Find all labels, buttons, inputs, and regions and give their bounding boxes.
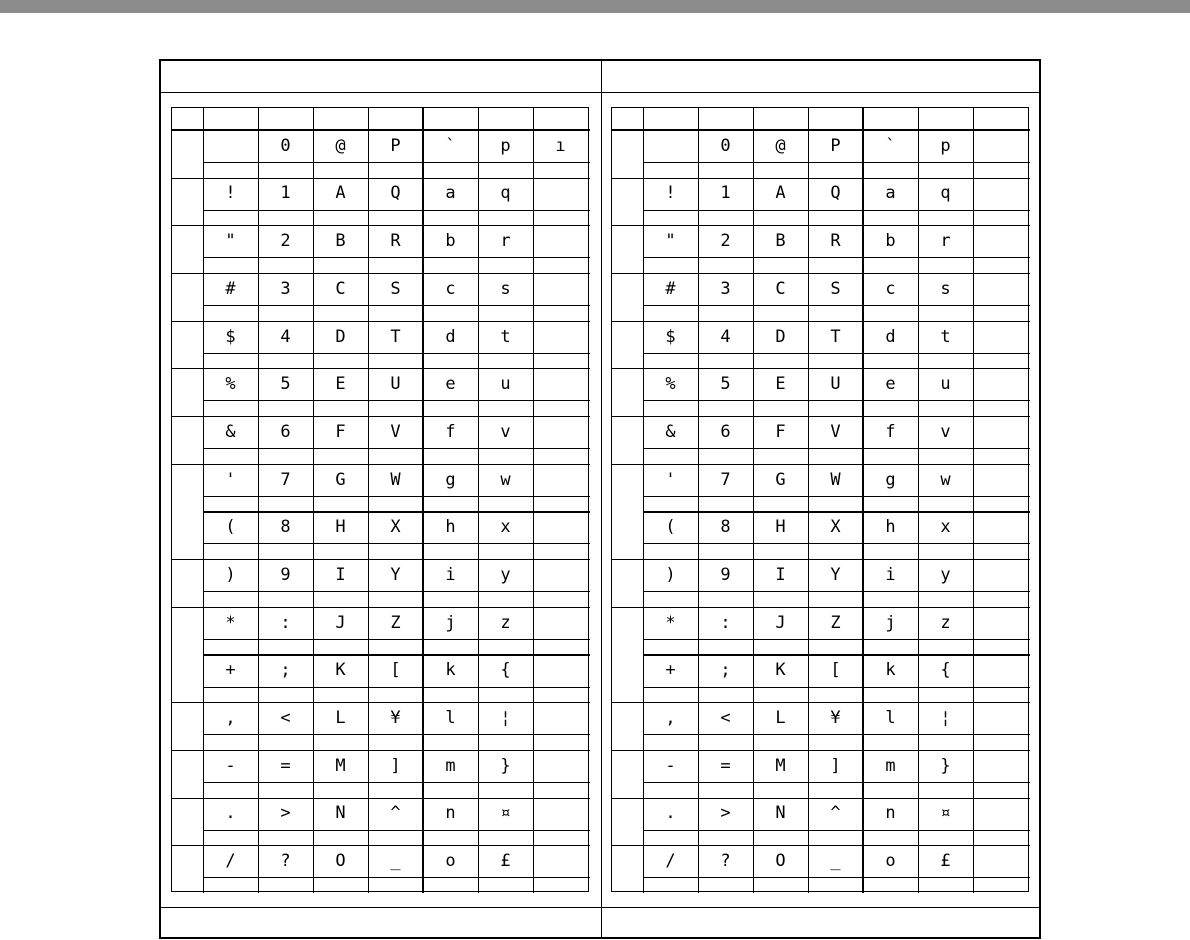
char-cell: 2	[280, 231, 291, 252]
char-cell: v	[500, 421, 511, 442]
char-cell: /	[225, 851, 236, 872]
char-cell: %	[225, 374, 236, 395]
subrow-line	[643, 400, 1030, 401]
char-cell: U	[390, 374, 401, 395]
subrow-line	[203, 543, 590, 544]
char-cell: W	[390, 469, 401, 490]
char-cell: A	[775, 183, 786, 204]
char-cell: )	[665, 564, 676, 585]
char-cell: q	[940, 183, 951, 204]
char-cell: 5	[720, 374, 731, 395]
char-cell: a	[885, 183, 896, 204]
char-cell: Y	[830, 564, 841, 585]
char-cell	[973, 226, 1028, 256]
char-cell	[973, 846, 1028, 876]
char-cell: 9	[720, 564, 731, 585]
char-cell: ¥	[830, 708, 841, 729]
subrow-line	[643, 782, 1030, 783]
subrow-line	[203, 210, 590, 211]
char-cell: 5	[280, 374, 291, 395]
char-cell: r	[940, 231, 951, 252]
char-cell: '	[665, 469, 676, 490]
char-cell: =	[280, 755, 291, 776]
char-cell: $	[225, 326, 236, 347]
char-cell: m	[445, 755, 456, 776]
char-cell: z	[940, 612, 951, 633]
char-cell: 6	[280, 421, 291, 442]
char-cell: .	[665, 803, 676, 824]
frame-vertical-divider	[601, 61, 602, 937]
char-cell: 8	[720, 517, 731, 538]
char-cell: X	[830, 517, 841, 538]
char-cell: z	[500, 612, 511, 633]
char-cell	[533, 465, 588, 495]
char-cell: [	[390, 660, 401, 681]
char-cell: n	[445, 803, 456, 824]
char-cell: f	[885, 421, 896, 442]
char-cell: £	[500, 851, 511, 872]
char-cell: ^	[830, 803, 841, 824]
char-cell: ^	[390, 803, 401, 824]
subrow-line	[203, 877, 590, 878]
char-cell: {	[940, 660, 951, 681]
subrow-line	[643, 305, 1030, 306]
char-cell	[533, 513, 588, 543]
subrow-line	[643, 257, 1030, 258]
char-cell: t	[500, 326, 511, 347]
char-cell: h	[885, 517, 896, 538]
char-cell	[973, 656, 1028, 686]
char-cell	[973, 560, 1028, 590]
char-cell: F	[335, 421, 346, 442]
char-cell: }	[940, 755, 951, 776]
char-cell: 6	[720, 421, 731, 442]
char-cell: f	[445, 421, 456, 442]
char-cell: n	[885, 803, 896, 824]
char-cell: L	[335, 708, 346, 729]
char-cell: i	[445, 564, 456, 585]
char-cell: K	[335, 660, 346, 681]
char-cell: !	[225, 183, 236, 204]
char-cell: >	[720, 803, 731, 824]
char-cell: d	[445, 326, 456, 347]
char-cell: G	[335, 469, 346, 490]
subrow-line	[643, 591, 1030, 592]
char-cell: t	[940, 326, 951, 347]
char-cell: =	[720, 755, 731, 776]
char-cell: 3	[720, 278, 731, 299]
char-cell: (	[225, 517, 236, 538]
char-cell: j	[885, 612, 896, 633]
subrow-line	[643, 162, 1030, 163]
char-cell: &	[225, 421, 236, 442]
char-cell: l	[445, 708, 456, 729]
char-cell: V	[390, 421, 401, 442]
subrow-line	[203, 639, 590, 640]
char-cell: Q	[830, 183, 841, 204]
char-cell: L	[775, 708, 786, 729]
char-cell: @	[335, 135, 346, 156]
char-cell	[533, 799, 588, 829]
char-cell: H	[335, 517, 346, 538]
subrow-line	[643, 639, 1030, 640]
char-cell: ]	[830, 755, 841, 776]
char-cell	[973, 799, 1028, 829]
char-cell: >	[280, 803, 291, 824]
char-cell: Y	[390, 564, 401, 585]
subrow-line	[643, 734, 1030, 735]
char-cell: T	[830, 326, 841, 347]
char-cell	[973, 274, 1028, 304]
char-cell: $	[665, 326, 676, 347]
char-cell	[973, 369, 1028, 399]
char-cell	[203, 131, 258, 161]
char-cell	[533, 179, 588, 209]
char-cell	[973, 465, 1028, 495]
char-cell: Z	[390, 612, 401, 633]
char-cell	[533, 274, 588, 304]
char-cell: x	[500, 517, 511, 538]
char-cell: r	[500, 231, 511, 252]
char-cell	[533, 703, 588, 733]
char-cell: @	[775, 135, 786, 156]
char-cell: +	[665, 660, 676, 681]
char-cell: y	[940, 564, 951, 585]
char-cell: s	[940, 278, 951, 299]
char-cell	[533, 656, 588, 686]
char-cell: '	[225, 469, 236, 490]
char-cell: ?	[720, 851, 731, 872]
char-cell: V	[830, 421, 841, 442]
char-cell: ¦	[940, 708, 951, 729]
char-cell: k	[445, 660, 456, 681]
char-cell: ;	[720, 660, 731, 681]
char-cell: _	[830, 851, 841, 872]
char-cell	[973, 417, 1028, 447]
char-cell: k	[885, 660, 896, 681]
char-cell: /	[665, 851, 676, 872]
char-cell: g	[885, 469, 896, 490]
char-cell	[973, 703, 1028, 733]
char-cell: )	[225, 564, 236, 585]
char-cell: `	[885, 135, 896, 156]
char-cell	[533, 322, 588, 352]
char-cell: ,	[225, 708, 236, 729]
char-cell	[533, 560, 588, 590]
char-cell: c	[445, 278, 456, 299]
char-cell: v	[940, 421, 951, 442]
subrow-line	[643, 830, 1030, 831]
char-cell: H	[775, 517, 786, 538]
char-cell: %	[665, 374, 676, 395]
char-cell: J	[335, 612, 346, 633]
char-cell: #	[665, 278, 676, 299]
char-cell	[973, 179, 1028, 209]
char-cell: _	[390, 851, 401, 872]
subrow-line	[203, 353, 590, 354]
char-cell	[533, 369, 588, 399]
subrow-line	[203, 687, 590, 688]
char-cell: 0	[720, 135, 731, 156]
char-cell: (	[665, 517, 676, 538]
char-cell: o	[885, 851, 896, 872]
char-cell: u	[500, 374, 511, 395]
char-cell: -	[225, 755, 236, 776]
subrow-line	[203, 734, 590, 735]
char-cell: !	[665, 183, 676, 204]
subrow-line	[203, 448, 590, 449]
char-cell: N	[775, 803, 786, 824]
char-cell: ;	[280, 660, 291, 681]
char-cell	[973, 513, 1028, 543]
char-cell: B	[775, 231, 786, 252]
char-cell: *	[665, 612, 676, 633]
subrow-line	[643, 687, 1030, 688]
subrow-line	[203, 162, 590, 163]
char-cell: &	[665, 421, 676, 442]
char-cell: o	[445, 851, 456, 872]
char-cell: S	[390, 278, 401, 299]
char-cell: :	[280, 612, 291, 633]
char-cell	[643, 131, 698, 161]
char-cell: ¤	[500, 803, 511, 824]
char-cell: J	[775, 612, 786, 633]
char-cell: F	[775, 421, 786, 442]
char-cell: N	[335, 803, 346, 824]
subrow-line	[643, 353, 1030, 354]
char-cell: W	[830, 469, 841, 490]
char-cell: I	[775, 564, 786, 585]
char-cell: <	[280, 708, 291, 729]
char-cell: E	[335, 374, 346, 395]
char-cell: 3	[280, 278, 291, 299]
char-cell: 4	[280, 326, 291, 347]
char-cell: S	[830, 278, 841, 299]
char-cell: M	[335, 755, 346, 776]
char-cell	[533, 846, 588, 876]
char-cell: w	[940, 469, 951, 490]
char-cell: h	[445, 517, 456, 538]
char-cell: P	[390, 135, 401, 156]
char-cell: X	[390, 517, 401, 538]
char-cell: E	[775, 374, 786, 395]
subrow-line	[643, 543, 1030, 544]
char-cell: 9	[280, 564, 291, 585]
char-cell	[533, 608, 588, 638]
char-cell: 7	[280, 469, 291, 490]
character-table-left	[171, 107, 589, 892]
char-cell: d	[885, 326, 896, 347]
char-cell: g	[445, 469, 456, 490]
char-cell: i	[885, 564, 896, 585]
char-cell: M	[775, 755, 786, 776]
char-cell: £	[940, 851, 951, 872]
char-cell: +	[225, 660, 236, 681]
char-cell: e	[445, 374, 456, 395]
char-cell: U	[830, 374, 841, 395]
char-cell: :	[720, 612, 731, 633]
subrow-line	[203, 782, 590, 783]
char-cell: ,	[665, 708, 676, 729]
char-cell: }	[500, 755, 511, 776]
subrow-line	[203, 496, 590, 497]
char-cell: C	[775, 278, 786, 299]
char-cell: ¤	[940, 803, 951, 824]
char-cell: e	[885, 374, 896, 395]
char-cell: ?	[280, 851, 291, 872]
top-bar	[0, 0, 1190, 13]
char-cell: l	[885, 708, 896, 729]
char-cell: u	[940, 374, 951, 395]
frame-footer-divider	[161, 907, 1039, 908]
char-cell	[533, 417, 588, 447]
char-cell: b	[445, 231, 456, 252]
char-cell: *	[225, 612, 236, 633]
char-cell: [	[830, 660, 841, 681]
subrow-line	[643, 496, 1030, 497]
subrow-line	[203, 305, 590, 306]
char-cell: D	[335, 326, 346, 347]
char-cell: "	[225, 231, 236, 252]
char-cell: {	[500, 660, 511, 681]
subrow-line	[203, 591, 590, 592]
char-cell: w	[500, 469, 511, 490]
char-cell: c	[885, 278, 896, 299]
char-cell: -	[665, 755, 676, 776]
frame-header-divider	[161, 92, 1039, 93]
char-cell: "	[665, 231, 676, 252]
char-cell: ¦	[500, 708, 511, 729]
char-cell: `	[445, 135, 456, 156]
char-cell: 8	[280, 517, 291, 538]
char-cell: R	[390, 231, 401, 252]
subrow-line	[643, 448, 1030, 449]
char-cell: s	[500, 278, 511, 299]
char-cell: ]	[390, 755, 401, 776]
char-cell: x	[940, 517, 951, 538]
char-cell: #	[225, 278, 236, 299]
char-cell: A	[335, 183, 346, 204]
char-cell: Z	[830, 612, 841, 633]
char-cell: D	[775, 326, 786, 347]
char-cell: y	[500, 564, 511, 585]
char-cell: m	[885, 755, 896, 776]
subrow-line	[643, 877, 1030, 878]
char-cell: ı	[555, 135, 566, 156]
char-cell: 7	[720, 469, 731, 490]
char-cell: T	[390, 326, 401, 347]
character-table-right	[611, 107, 1029, 892]
char-cell: p	[940, 135, 951, 156]
char-cell: O	[335, 851, 346, 872]
char-cell: K	[775, 660, 786, 681]
char-cell: q	[500, 183, 511, 204]
char-cell: 4	[720, 326, 731, 347]
char-cell: j	[445, 612, 456, 633]
char-cell	[533, 226, 588, 256]
char-cell: I	[335, 564, 346, 585]
char-cell	[533, 751, 588, 781]
subrow-line	[203, 400, 590, 401]
subrow-line	[203, 257, 590, 258]
char-cell	[973, 322, 1028, 352]
char-cell: <	[720, 708, 731, 729]
char-cell: B	[335, 231, 346, 252]
char-cell: p	[500, 135, 511, 156]
char-cell: R	[830, 231, 841, 252]
char-cell: P	[830, 135, 841, 156]
char-cell: C	[335, 278, 346, 299]
char-cell	[973, 608, 1028, 638]
char-cell: 1	[280, 183, 291, 204]
char-cell: 2	[720, 231, 731, 252]
char-cell	[973, 751, 1028, 781]
char-cell: 0	[280, 135, 291, 156]
char-cell	[973, 131, 1028, 161]
char-cell: Q	[390, 183, 401, 204]
char-cell: ¥	[390, 708, 401, 729]
subrow-line	[203, 830, 590, 831]
char-cell: G	[775, 469, 786, 490]
char-cell: .	[225, 803, 236, 824]
char-cell: b	[885, 231, 896, 252]
char-cell: 1	[720, 183, 731, 204]
subrow-line	[643, 210, 1030, 211]
char-cell: a	[445, 183, 456, 204]
char-cell: O	[775, 851, 786, 872]
